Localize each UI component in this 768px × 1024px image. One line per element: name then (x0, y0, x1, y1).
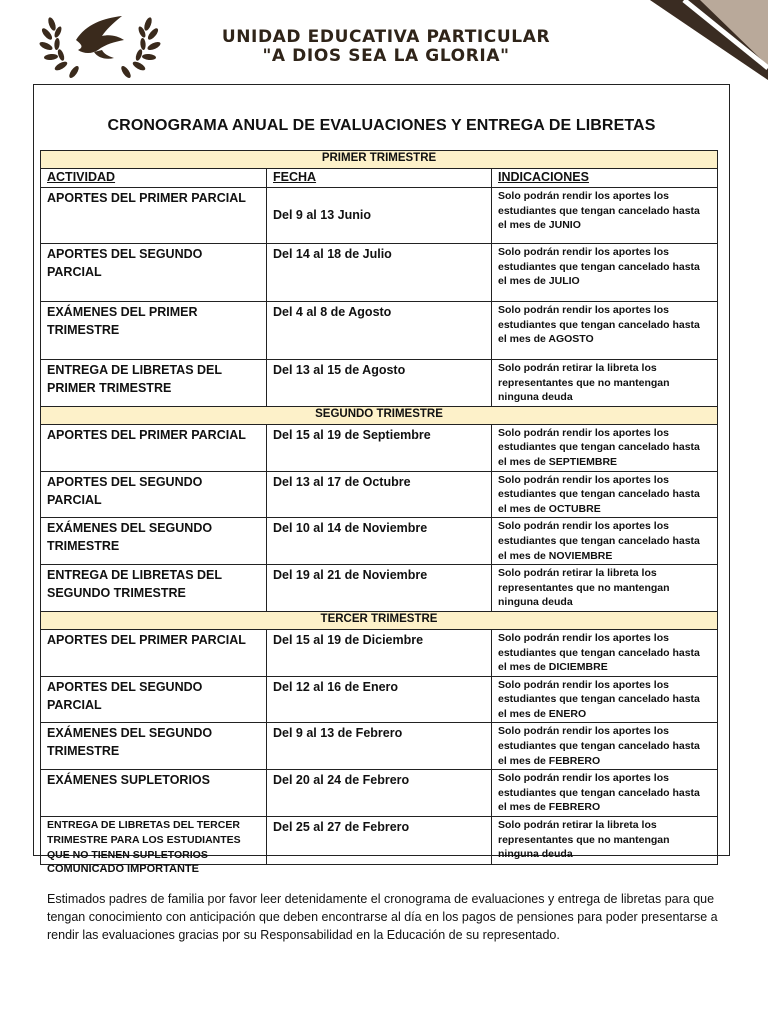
page-header (0, 0, 768, 80)
cell-indicaciones: Solo podrán rendir los aportes los estudiantes que tengan cancelado hasta el mes de DICIEMBRE (492, 629, 718, 676)
school-logo-laurel-icon (36, 10, 164, 78)
cell-fecha: Del 15 al 19 de Septiembre (267, 424, 492, 471)
cell-indicaciones: Solo podrán rendir los aportes los estudiantes que tengan cancelado hasta el mes de FEBRERO (492, 723, 718, 770)
col-header-fecha: FECHA (267, 169, 492, 188)
cell-actividad: APORTES DEL PRIMER PARCIAL (41, 424, 267, 471)
cell-actividad: EXÁMENES DEL SEGUNDO TRIMESTRE (41, 518, 267, 565)
schedule-table (40, 150, 718, 865)
cell-actividad: APORTES DEL SEGUNDO PARCIAL (41, 471, 267, 518)
table-row (41, 424, 718, 471)
cell-actividad: EXÁMENES SUPLETORIOS (41, 770, 267, 817)
cell-actividad: ENTREGA DE LIBRETAS DEL PRIMER TRIMESTRE (41, 360, 267, 407)
trimester-header-row (41, 611, 718, 629)
trimester-name: PRIMER TRIMESTRE (41, 151, 718, 169)
cell-indicaciones: Solo podrán rendir los aportes los estudiantes que tengan cancelado hasta el mes de NOVIEMBRE (492, 518, 718, 565)
col-header-indicaciones: INDICACIONES (492, 169, 718, 188)
cell-indicaciones: Solo podrán retirar la libreta los representantes que no mantengan ninguna deuda (492, 565, 718, 612)
cell-actividad: EXÁMENES DEL PRIMER TRIMESTRE (41, 302, 267, 360)
cell-fecha: Del 15 al 19 de Diciembre (267, 629, 492, 676)
cell-actividad: EXÁMENES DEL SEGUNDO TRIMESTRE (41, 723, 267, 770)
cell-indicaciones: Solo podrán retirar la libreta los representantes que no mantengan ninguna deuda (492, 817, 718, 865)
cell-fecha: Del 19 al 21 de Noviembre (267, 565, 492, 612)
cell-fecha: Del 9 al 13 Junio (267, 188, 492, 244)
table-row (41, 518, 718, 565)
corner-decoration (588, 0, 768, 80)
cell-fecha: Del 13 al 15 de Agosto (267, 360, 492, 407)
cell-indicaciones: Solo podrán rendir los aportes los estudiantes que tengan cancelado hasta el mes de FEBRERO (492, 770, 718, 817)
table-row (41, 629, 718, 676)
document-title: CRONOGRAMA ANUAL DE EVALUACIONES Y ENTREGA DE LIBRETAS (107, 117, 656, 134)
trimester-name: SEGUNDO TRIMESTRE (41, 406, 718, 424)
notice-text: Estimados padres de familia por favor leer detenidamente el cronograma de evaluaciones y entrega de libretas para que tengan conocimiento con anticipación que deben encontrarse al día en los pagos de pensiones para poder presentarse a rendir las evaluaciones gracias por su Responsabilidad en la Educación de su representado. (47, 892, 718, 942)
cell-indicaciones: Solo podrán rendir los aportes los estudiantes que tengan cancelado hasta el mes de JULIO (492, 244, 718, 302)
cell-actividad: APORTES DEL PRIMER PARCIAL (41, 188, 267, 244)
cell-fecha: Del 4 al 8 de Agosto (267, 302, 492, 360)
cell-indicaciones: Solo podrán rendir los aportes los estudiantes que tengan cancelado hasta el mes de ENERO (492, 676, 718, 723)
table-row (41, 565, 718, 612)
cell-fecha: Del 20 al 24 de Febrero (267, 770, 492, 817)
cell-indicaciones: Solo podrán rendir los aportes los estudiantes que tengan cancelado hasta el mes de AGOSTO (492, 302, 718, 360)
cell-fecha: Del 10 al 14 de Noviembre (267, 518, 492, 565)
table-row (41, 302, 718, 360)
cell-actividad: APORTES DEL SEGUNDO PARCIAL (41, 244, 267, 302)
table-row (41, 817, 718, 865)
cell-fecha: Del 14 al 18 de Julio (267, 244, 492, 302)
cell-actividad: ENTREGA DE LIBRETAS DEL TERCER TRIMESTRE PARA LOS ESTUDIANTES QUE NO TIENEN SUPLETORIOS (41, 817, 267, 865)
cell-fecha: Del 13 al 17 de Octubre (267, 471, 492, 518)
cell-indicaciones: Solo podrán rendir los aportes los estudiantes que tengan cancelado hasta el mes de JUNIO (492, 188, 718, 244)
table-row (41, 244, 718, 302)
cell-fecha: Del 9 al 13 de Febrero (267, 723, 492, 770)
notice-title: COMUNICADO IMPORTANTE (47, 863, 199, 875)
trimester-header-row (41, 151, 718, 169)
table-row (41, 770, 718, 817)
col-header-actividad: ACTIVIDAD (41, 169, 267, 188)
cell-indicaciones: Solo podrán rendir los aportes los estudiantes que tengan cancelado hasta el mes de SEPTIEMBRE (492, 424, 718, 471)
school-name (176, 28, 596, 66)
table-row (41, 471, 718, 518)
table-row (41, 676, 718, 723)
cell-indicaciones: Solo podrán rendir los aportes los estudiantes que tengan cancelado hasta el mes de OCTUBRE (492, 471, 718, 518)
table-row (41, 723, 718, 770)
cell-indicaciones: Solo podrán retirar la libreta los representantes que no mantengan ninguna deuda (492, 360, 718, 407)
cell-fecha: Del 12 al 16 de Enero (267, 676, 492, 723)
trimester-header-row (41, 406, 718, 424)
column-header-row (41, 169, 718, 188)
cell-actividad: ENTREGA DE LIBRETAS DEL SEGUNDO TRIMESTRE (41, 565, 267, 612)
cell-actividad: APORTES DEL SEGUNDO PARCIAL (41, 676, 267, 723)
table-row (41, 188, 718, 244)
table-row (41, 360, 718, 407)
cell-fecha: Del 25 al 27 de Febrero (267, 817, 492, 865)
cell-actividad: APORTES DEL PRIMER PARCIAL (41, 629, 267, 676)
trimester-name: TERCER TRIMESTRE (41, 611, 718, 629)
school-name-line2: "A DIOS SEA LA GLORIA" (262, 46, 510, 66)
school-name-line1: UNIDAD EDUCATIVA PARTICULAR (221, 27, 551, 47)
